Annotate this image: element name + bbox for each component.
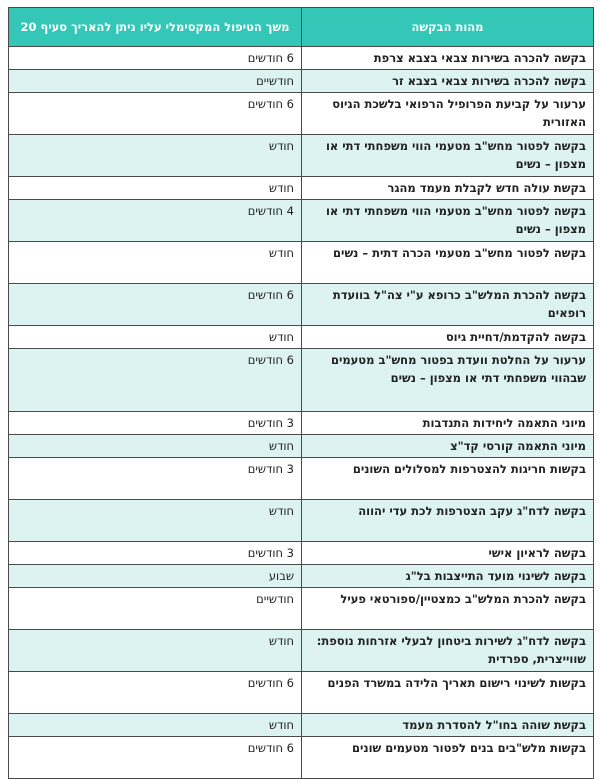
request-cell: ערעור על החלטת וועדת בפטור מחש"ב מטעמים שבהווי משפחתי דתי או מצפון – נשים [302, 349, 594, 412]
duration-cell: 3 חודשים [9, 542, 302, 565]
duration-cell: חודשיים [9, 588, 302, 630]
request-cell: מיוני התאמה קורסי קד"צ [302, 435, 594, 458]
table-row [9, 177, 594, 200]
request-cell: בקשה לפטור מחש"ב מטעמי הווי משפחתי דתי או מצפון – נשים [302, 135, 594, 177]
table-row [9, 412, 594, 435]
table-row [9, 326, 594, 349]
header-request: מהות הבקשה [302, 8, 594, 47]
duration-cell: 6 חודשים [9, 737, 302, 779]
table-row [9, 135, 594, 177]
request-cell: בקשה לראיון אישי [302, 542, 594, 565]
table-row [9, 714, 594, 737]
request-cell: בקשה לפטור מחש"ב מטעמי הווי משפחתי דתי או מצפון – נשים [302, 200, 594, 242]
duration-cell: חודש [9, 326, 302, 349]
duration-cell: חודש [9, 135, 302, 177]
duration-cell: חודש [9, 177, 302, 200]
request-cell: בקשות לשינוי רישום תאריך הלידה במשרד הפנים [302, 672, 594, 714]
request-cell: בקשה להכרה בשירות צבאי בצבא זר [302, 70, 594, 93]
request-cell: מיוני התאמה ליחידות התנדבות [302, 412, 594, 435]
duration-cell: חודש [9, 435, 302, 458]
table-row [9, 70, 594, 93]
table-row [9, 737, 594, 779]
table-header-row [9, 8, 594, 47]
table-row [9, 47, 594, 70]
table-row [9, 435, 594, 458]
duration-cell: 3 חודשים [9, 412, 302, 435]
duration-cell: 6 חודשים [9, 47, 302, 70]
table-row [9, 500, 594, 542]
table-row [9, 349, 594, 412]
request-cell: בקשה להכרה בשירות צבאי בצבא צרפת [302, 47, 594, 70]
duration-cell: חודש [9, 500, 302, 542]
duration-cell: 4 חודשים [9, 200, 302, 242]
request-cell: בקשה לדח"ג לשירות ביטחון לבעלי אזרחות נוספת: שווייצרית, ספרדית [302, 630, 594, 672]
duration-cell: 6 חודשים [9, 284, 302, 326]
table-row [9, 565, 594, 588]
duration-cell: 6 חודשים [9, 672, 302, 714]
duration-cell: 3 חודשים [9, 458, 302, 500]
duration-cell: חודש [9, 242, 302, 284]
duration-cell: שבוע [9, 565, 302, 588]
request-cell: בקשה לפטור מחש"ב מטעמי הכרה דתית – נשים [302, 242, 594, 284]
table-row [9, 93, 594, 135]
request-cell: בקשה להכרת המלש"ב כרופא ע"י צה"ל בוועדת רופאים [302, 284, 594, 326]
request-cell: ערעור על קביעת הפרופיל הרפואי בלשכת הגיוס האזורית [302, 93, 594, 135]
request-cell: בקשה להכרת המלש"ב כמצטיין/ספורטאי פעיל [302, 588, 594, 630]
request-duration-table [8, 7, 594, 779]
table-row [9, 630, 594, 672]
duration-cell: 6 חודשים [9, 349, 302, 412]
table-row [9, 200, 594, 242]
table-row [9, 284, 594, 326]
request-cell: בקשה לשינוי מועד התייצבות בל"ג [302, 565, 594, 588]
duration-cell: חודשיים [9, 70, 302, 93]
request-cell: בקשות מלש"בים בנים לפטור מטעמים שונים [302, 737, 594, 779]
table-row [9, 672, 594, 714]
duration-cell: חודש [9, 630, 302, 672]
request-cell: בקשה לדח"ג עקב הצטרפות לכת עדי יהווה [302, 500, 594, 542]
request-cell: בקשה להקדמת/דחיית גיוס [302, 326, 594, 349]
table-row [9, 588, 594, 630]
request-cell: בקשת עולה חדש לקבלת מעמד מהגר [302, 177, 594, 200]
table-row [9, 242, 594, 284]
duration-cell: 6 חודשים [9, 93, 302, 135]
request-cell: בקשות חריגות להצטרפות למסלולים השונים [302, 458, 594, 500]
table-row [9, 542, 594, 565]
request-cell: בקשת שוהה בחו"ל להסדרת מעמד [302, 714, 594, 737]
header-duration: משך הטיפול המקסימלי עליו ניתן להאריך סעיף 20 [9, 8, 302, 47]
duration-cell: חודש [9, 714, 302, 737]
table-row [9, 458, 594, 500]
